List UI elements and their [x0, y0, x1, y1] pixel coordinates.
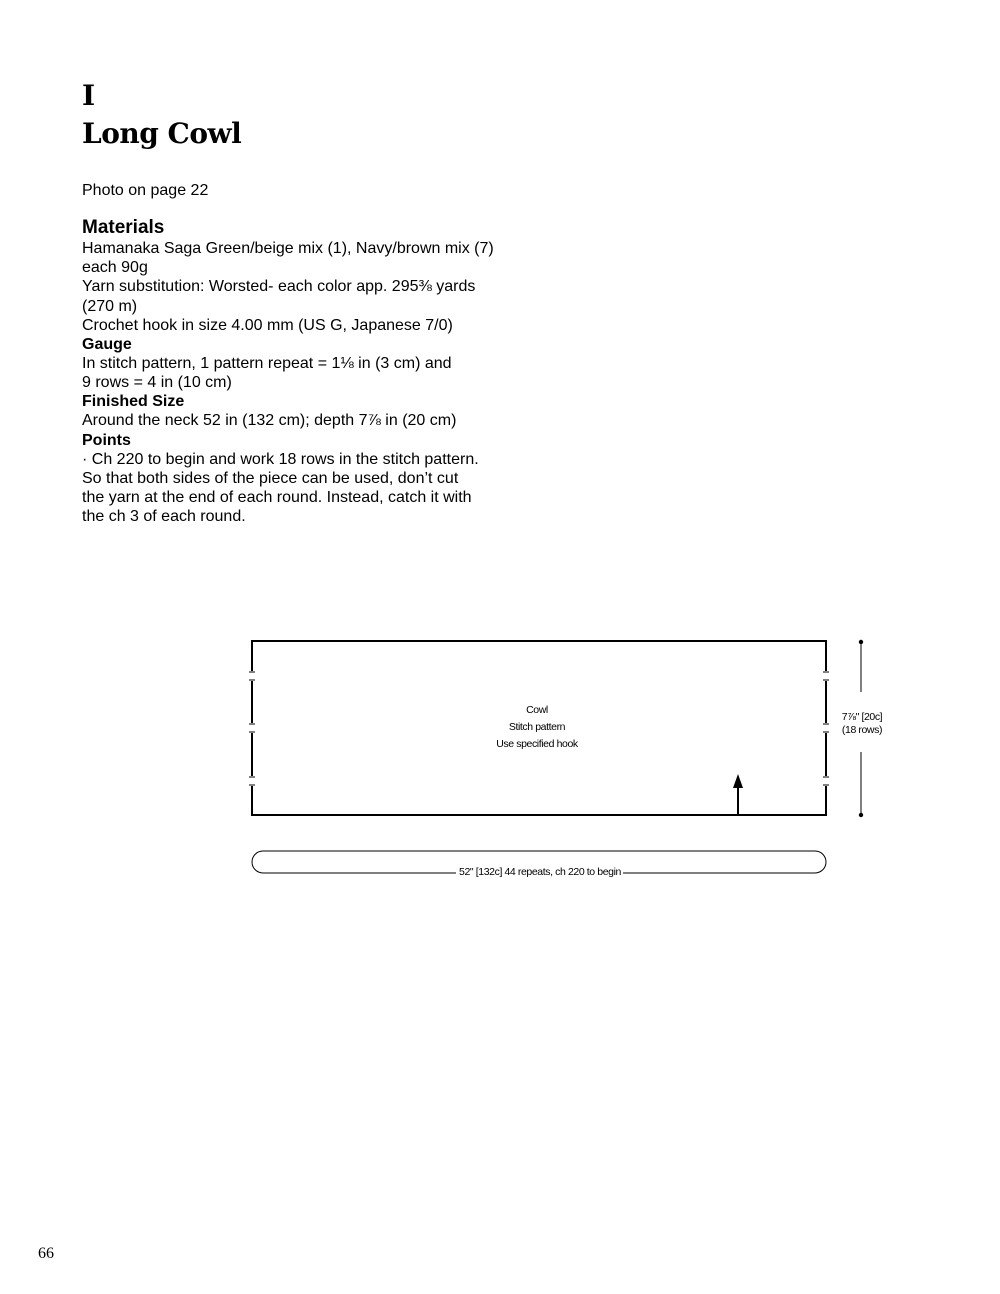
materials-line: Crochet hook in size 4.00 mm (US G, Japanese 7/0): [82, 316, 453, 334]
points-line: the yarn at the end of each round. Instead, catch it with: [82, 489, 472, 507]
piece-name-label: Cowl: [526, 704, 548, 716]
pattern-title: Long Cowl: [82, 117, 242, 150]
width-label: 52" [132c] 44 repeats, ch 220 to begin: [459, 866, 621, 878]
points-heading: Points: [82, 431, 131, 449]
page-number: 66: [38, 1245, 54, 1262]
gauge-line: 9 rows = 4 in (10 cm): [82, 374, 232, 392]
materials-line: each 90g: [82, 259, 148, 277]
gauge-line: In stitch pattern, 1 pattern repeat = 1⅛ in (3 cm) and: [82, 355, 452, 373]
photo-reference: Photo on page 22: [82, 182, 209, 199]
points-line: · Ch 220 to begin and work 18 rows in the stitch pattern.: [82, 450, 479, 468]
depth-label: 7⅞" [20c]: [841, 711, 883, 723]
work-direction-arrow-icon: [733, 774, 743, 815]
hook-note-label: Use specified hook: [496, 738, 578, 750]
gauge-heading: Gauge: [82, 336, 132, 354]
finished-size-line: Around the neck 52 in (132 cm); depth 7⅞ in (20 cm): [82, 412, 457, 430]
materials-line: (270 m): [82, 297, 138, 315]
stitch-label: Stitch pattern: [508, 721, 566, 733]
points-line: the ch 3 of each round.: [82, 508, 246, 526]
materials-line: Yarn substitution: Worsted- each color app. 295⅜ yards: [82, 278, 476, 296]
materials-line: Hamanaka Saga Green/beige mix (1), Navy/brown mix (7): [82, 240, 494, 257]
finished-size-heading: Finished Size: [82, 393, 185, 411]
points-line: So that both sides of the piece can be used, don’t cut: [82, 469, 459, 487]
materials-heading: Materials: [82, 217, 165, 238]
rows-label: (18 rows): [841, 724, 883, 736]
chapter-letter: I: [82, 79, 96, 112]
